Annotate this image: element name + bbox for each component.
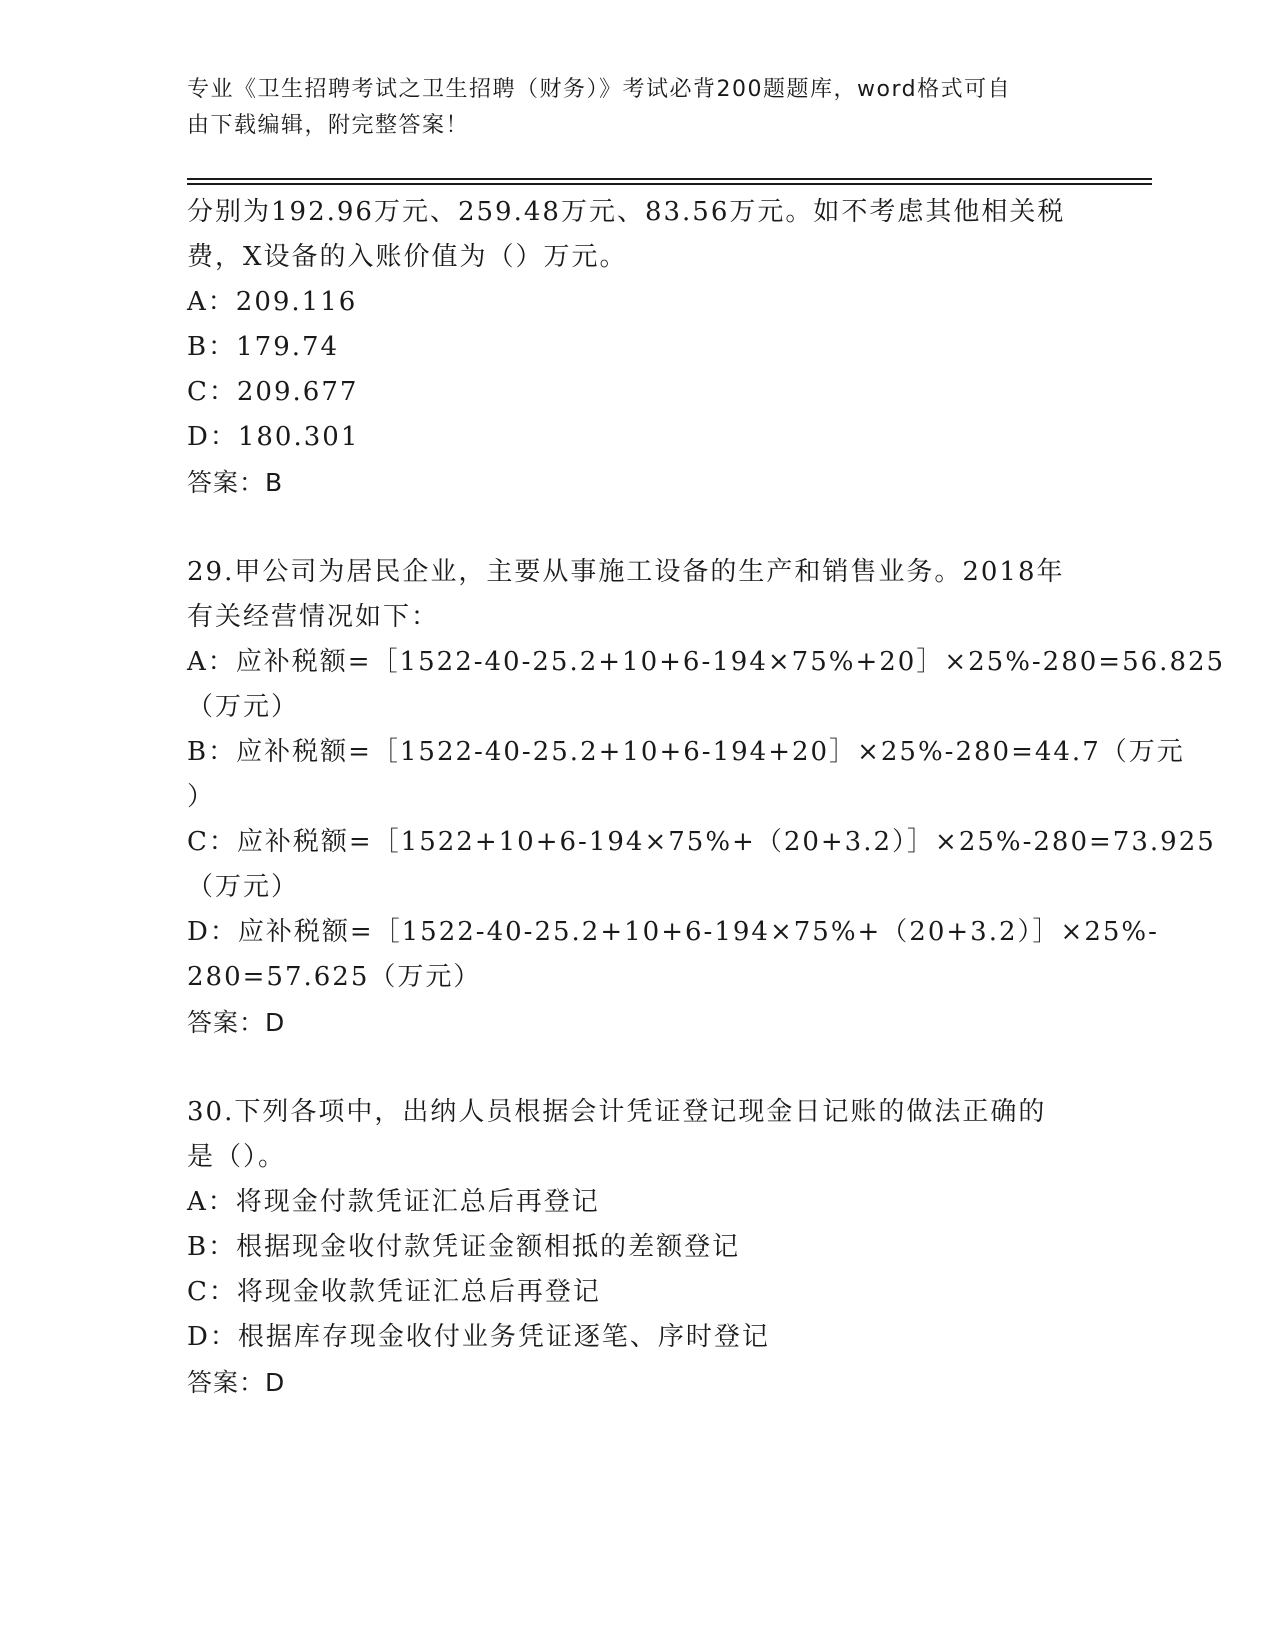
option-b: B：179.74 bbox=[187, 332, 340, 362]
header-line-1: 专业《卫生招聘考试之卫生招聘（财务）》考试必背200题题库，word格式可自 bbox=[187, 77, 1012, 102]
option-b: B：根据现金收付款凭证金额相抵的差额登记 bbox=[187, 1232, 741, 1262]
option-a: A：将现金付款凭证汇总后再登记 bbox=[187, 1187, 600, 1217]
question-stem-line: 29.甲公司为居民企业，主要从事施工设备的生产和销售业务。2018年 bbox=[187, 557, 1065, 587]
option-b-line-1: B：应补税额=［1522-40-25.2+10+6-194+20］×25%-280=44.7（万元 bbox=[187, 737, 1185, 767]
option-d: D：根据库存现金收付业务凭证逐笔、序时登记 bbox=[187, 1322, 770, 1352]
option-d: D：180.301 bbox=[187, 422, 360, 452]
question-stem-line: 有关经营情况如下： bbox=[187, 602, 440, 632]
question-29 bbox=[187, 550, 1226, 1045]
option-b-line-2: ） bbox=[187, 782, 216, 812]
spacer bbox=[187, 505, 1087, 550]
document-body bbox=[187, 190, 1226, 1405]
question-stem-line: 是（）。 bbox=[187, 1142, 287, 1172]
option-a-line-2: （万元） bbox=[187, 692, 300, 722]
question-stem-line: 分别为192.96万元、259.48万元、83.56万元。如不考虑其他相关税 bbox=[187, 197, 1066, 227]
option-c-line-1: C：应补税额=［1522+10+6-194×75%+（20+3.2）］×25%-280=73.925 bbox=[187, 827, 1216, 857]
option-c: C：209.677 bbox=[187, 377, 359, 407]
header-divider-bottom bbox=[187, 183, 1152, 185]
option-a: A：209.116 bbox=[187, 287, 358, 317]
document-header bbox=[187, 72, 1067, 144]
spacer bbox=[187, 1045, 1087, 1090]
option-d-line-2: 280=57.625（万元） bbox=[187, 962, 482, 992]
header-divider-top bbox=[187, 178, 1152, 180]
question-30 bbox=[187, 1090, 1087, 1405]
answer-line: 答案：D bbox=[187, 1368, 286, 1397]
option-c-line-2: （万元） bbox=[187, 872, 300, 902]
header-line-2: 由下载编辑，附完整答案！ bbox=[187, 113, 470, 138]
answer-line: 答案：D bbox=[187, 1008, 286, 1037]
option-d-line-1: D：应补税额=［1522-40-25.2+10+6-194×75%+（20+3.2）］×25%- bbox=[187, 917, 1159, 947]
question-28 bbox=[187, 190, 1087, 505]
option-c: C：将现金收款凭证汇总后再登记 bbox=[187, 1277, 601, 1307]
option-a-line-1: A：应补税额=［1522-40-25.2+10+6-194×75%+20］×25%-280=56.825 bbox=[187, 647, 1226, 677]
answer-line: 答案：B bbox=[187, 468, 284, 497]
question-stem-line: 费，X设备的入账价值为（）万元。 bbox=[187, 242, 628, 272]
question-stem-line: 30.下列各项中，出纳人员根据会计凭证登记现金日记账的做法正确的 bbox=[187, 1097, 1047, 1127]
